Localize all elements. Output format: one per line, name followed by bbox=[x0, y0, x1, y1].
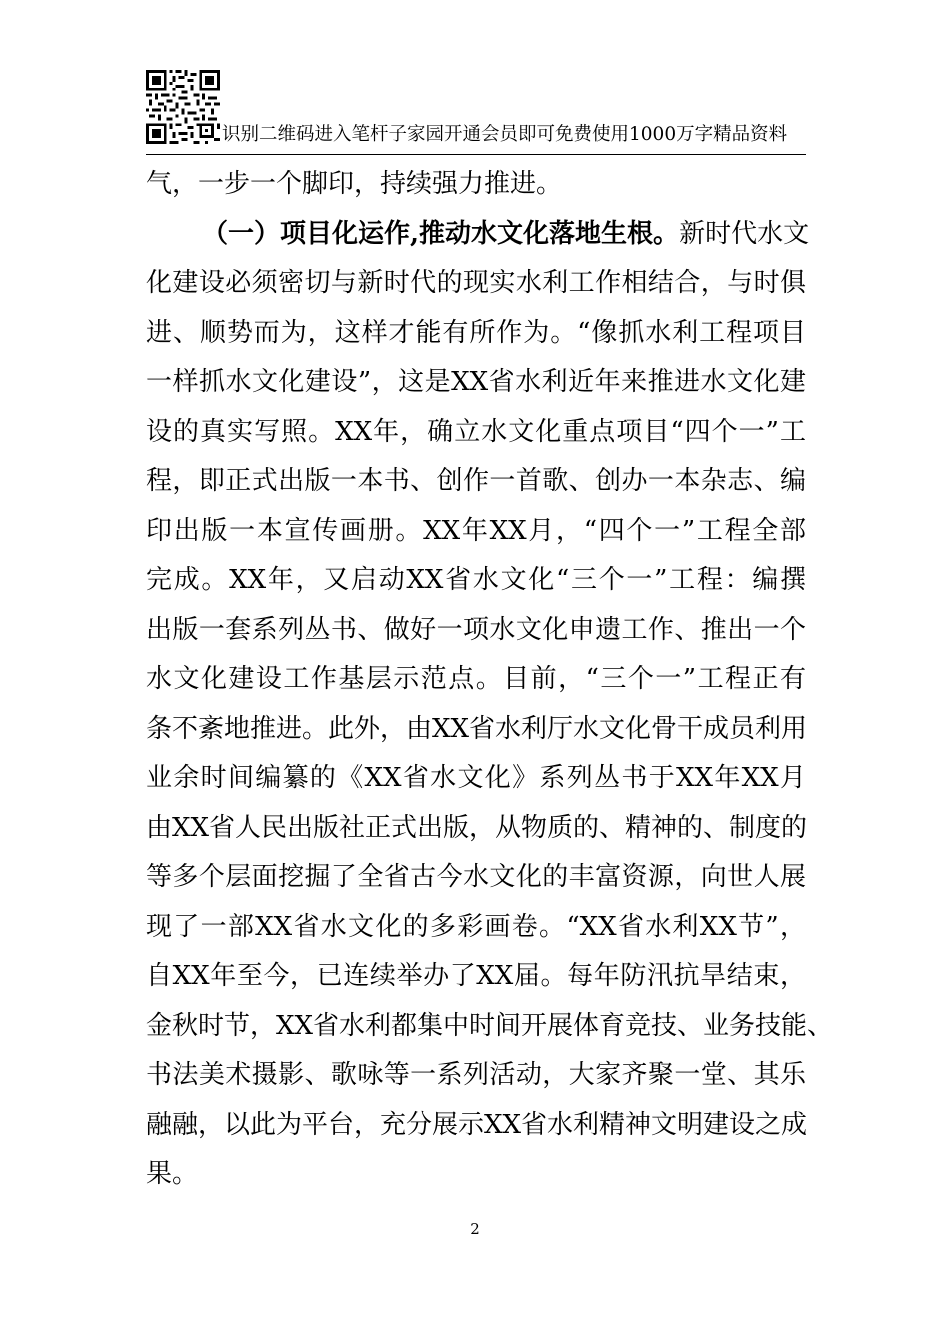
body-line: 由XX省人民出版社正式出版，从物质的、精神的、制度的 bbox=[146, 812, 808, 843]
body-line: 书法美术摄影、歌咏等一系列活动，大家齐聚一堂、其乐 bbox=[146, 1060, 806, 1090]
body-line: 出版一套系列丛书、做好一项水文化申遗工作、推出一个 bbox=[146, 614, 806, 645]
heading-continuation: 新时代水文 bbox=[679, 218, 810, 249]
body-line: 业余时间编纂的《XX省水文化》系列丛书于XX年XX月 bbox=[146, 763, 806, 793]
body-line: 设的真实写照。XX年，确立水文化重点项目“四个一”工 bbox=[146, 416, 806, 447]
body-line: 自XX年至今，已连续举办了XX届。每年防汛抗旱结束， bbox=[146, 961, 806, 991]
page-header bbox=[146, 70, 806, 156]
body-line: 等多个层面挖掘了全省古今水文化的丰富资源，向世人展 bbox=[146, 862, 806, 892]
body-line: 气，一步一个脚印，持续强力推进。 bbox=[146, 169, 563, 199]
body-line: 融融，以此为平台，充分展示XX省水利精神文明建设之成 bbox=[146, 1109, 808, 1140]
body-line: 化建设必须密切与新时代的现实水利工作相结合，与时俱 bbox=[146, 268, 806, 298]
body-line: 程，即正式出版一本书、创作一首歌、创办一本杂志、编 bbox=[146, 466, 806, 496]
section-heading: （一）项目化运作,推动水文化落地生根。 bbox=[202, 218, 680, 249]
body-line: 水文化建设工作基层示范点。目前，“三个一”工程正有 bbox=[146, 664, 806, 694]
body-line: 进、顺势而为，这样才能有所作为。“像抓水利工程项目 bbox=[146, 317, 806, 348]
document-body bbox=[146, 160, 834, 1200]
section-heading-line bbox=[146, 210, 810, 260]
body-line: 条不紊地推进。此外，由XX省水利厅水文化骨干成员利用 bbox=[146, 713, 808, 744]
body-line: 完成。XX年，又启动XX省水文化“三个一”工程：编撰 bbox=[146, 565, 806, 595]
body-line: 现了一部XX省水文化的多彩画卷。“XX省水利XX节”， bbox=[146, 911, 806, 942]
header-promo-text: 识别二维码进入笔杆子家园开通会员即可免费使用1000万字精品资料 bbox=[222, 124, 788, 145]
qr-code-icon[interactable] bbox=[146, 70, 220, 144]
body-line: 果。 bbox=[146, 1159, 199, 1189]
body-line: 一样抓水文化建设”，这是XX省水利近年来推进水文化建 bbox=[146, 367, 806, 397]
body-line: 金秋时节，XX省水利都集中时间开展体育竞技、业务技能、 bbox=[146, 1010, 834, 1041]
header-divider bbox=[146, 154, 806, 155]
body-line: 印出版一本宣传画册。XX年XX月，“四个一”工程全部 bbox=[146, 515, 806, 546]
page-number: 2 bbox=[470, 1220, 480, 1238]
